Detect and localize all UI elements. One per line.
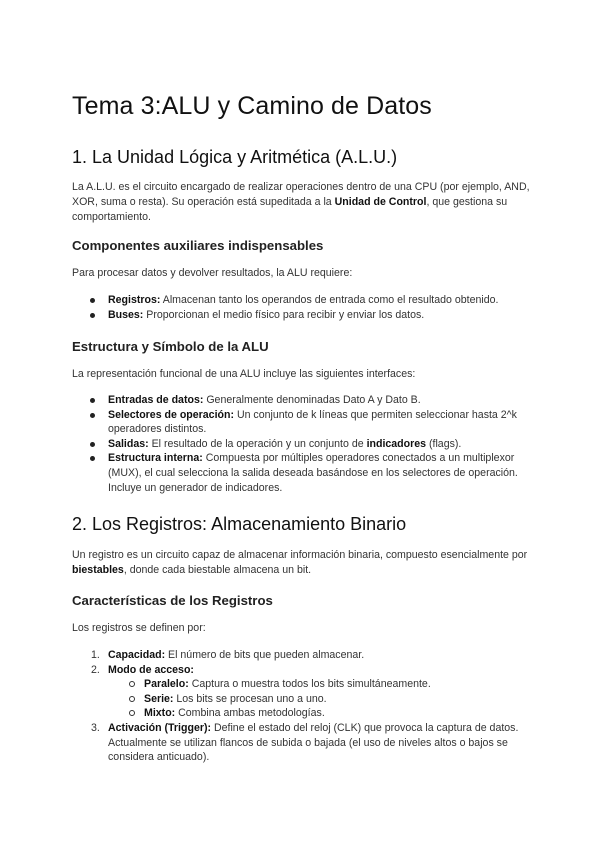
list-item [72, 293, 532, 308]
item-text: El resultado de la operación y un conjunto de [148, 437, 367, 450]
features-heading: Características de los Registros [72, 593, 273, 608]
item-text: Un conjunto de k líneas que permiten seleccionar hasta 2^k operadores distintos. [108, 408, 517, 436]
item-text: Almacenan tanto los operandos de entrada como el resultado obtenido. [160, 294, 499, 306]
section1-intro [72, 180, 532, 225]
item-bold: indicadores [366, 437, 427, 450]
features-list [72, 648, 532, 765]
item-number: 3. [91, 721, 100, 734]
components-lead: Para procesar datos y devolver resultados, la ALU requiere: [72, 267, 353, 279]
section2-intro-text: Un registro es un circuito capaz de almacenar información binaria, compuesto esencialmente por [72, 549, 528, 561]
item-text-end: (flags). [426, 437, 462, 450]
section2-intro-bold: biestables [72, 564, 124, 576]
item-label: Buses: [108, 308, 144, 321]
sub-list-item [108, 706, 532, 721]
item-text: Generalmente denominadas Dato A y Dato B. [203, 394, 421, 406]
list-item [72, 437, 532, 452]
components-heading: Componentes auxiliares indispensables [72, 238, 324, 253]
item-label: Salidas: [108, 437, 149, 450]
item-label: Modo de acceso: [108, 663, 194, 676]
section1-intro-text: La A.L.U. es el circuito encargado de realizar operaciones dentro de una CPU (por ejemplo, AND, XOR, suma o resta). Su operación está supeditada a la [72, 181, 530, 208]
list-item [72, 648, 532, 663]
item-label: Selectores de operación: [108, 408, 234, 421]
item-text: Define el estado del reloj (CLK) que provoca la captura de datos. Actualmente se utilizan flancos de subida o bajada (el uso de niveles altos o bajos se considera anticuado). [108, 721, 519, 764]
section1-intro-end: , que gestiona su comportamiento. [72, 196, 508, 223]
list-item [72, 308, 532, 323]
item-number: 2. [91, 663, 100, 676]
list-item [72, 451, 532, 495]
item-label: Capacidad: [108, 649, 166, 661]
item-label: Estructura interna: [108, 452, 203, 465]
item-label: Registros: [108, 294, 161, 306]
section1-heading: 1. La Unidad Lógica y Aritmética (A.L.U.) [72, 147, 398, 167]
list-item [72, 408, 532, 437]
list-item [72, 393, 532, 408]
list-item [72, 663, 532, 721]
sub-item-text: Captura o muestra todos los bits simultáneamente. [188, 678, 431, 691]
item-label: Activación (Trigger): [108, 721, 212, 734]
list-item [72, 721, 532, 765]
item-number: 1. [91, 649, 100, 661]
components-list [72, 293, 532, 322]
section2-heading: 2. Los Registros: Almacenamiento Binario [72, 514, 407, 534]
sub-list-item [108, 677, 532, 692]
structure-lead: La representación funcional de una ALU incluye las siguientes interfaces: [72, 368, 416, 380]
item-label: Entradas de datos: [108, 394, 204, 406]
section2-intro-end: , donde cada biestable almacena un bit. [123, 564, 312, 576]
sub-item-label: Paralelo: [144, 678, 189, 691]
sub-list-item [108, 692, 532, 707]
document-title: Tema 3:ALU y Camino de Datos [72, 92, 432, 120]
structure-heading: Estructura y Símbolo de la ALU [72, 339, 269, 354]
sub-item-label: Mixto: [144, 707, 176, 720]
item-text: Proporcionan el medio físico para recibir y enviar los datos. [143, 308, 425, 321]
section1-intro-bold: Unidad de Control [334, 196, 427, 208]
section2-intro [72, 548, 532, 578]
sub-item-text: Combina ambas metodologías. [175, 707, 325, 720]
access-modes-list [108, 677, 532, 721]
item-text: El número de bits que pueden almacenar. [165, 649, 365, 661]
features-lead: Los registros se definen por: [72, 622, 206, 634]
sub-item-text: Los bits se procesan uno a uno. [173, 692, 327, 705]
item-text: Compuesta por múltiples operadores conectados a un multiplexor (MUX), el cual selecciona la salida deseada basándose en los selectores de operación. Incluye un generador de indicadores. [108, 452, 518, 494]
sub-item-label: Serie: [144, 692, 174, 705]
structure-list [72, 393, 532, 495]
